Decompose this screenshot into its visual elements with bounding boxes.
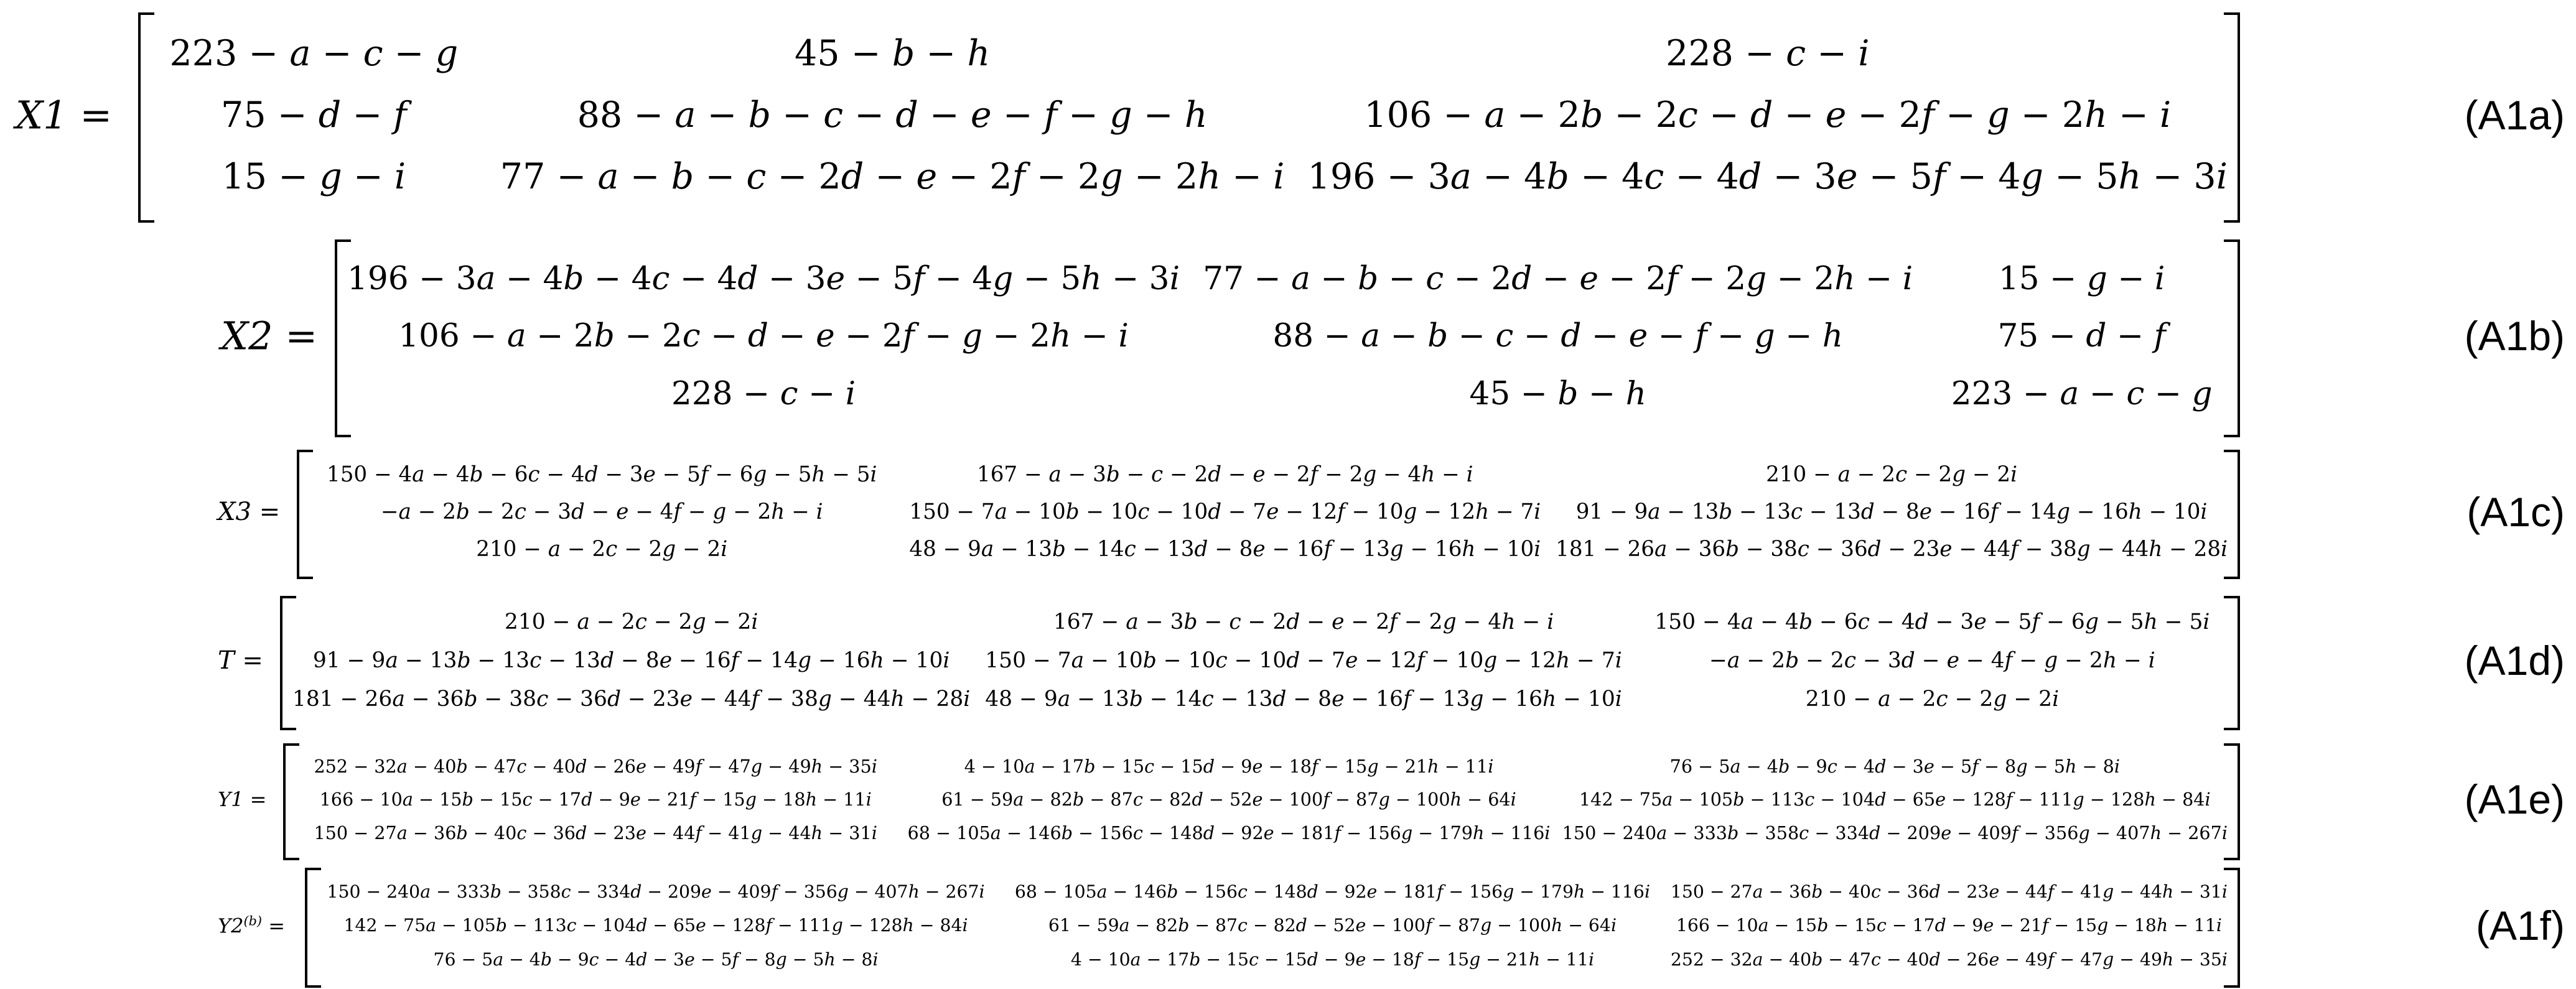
- matrix-grid: [292, 596, 2228, 725]
- matrix-name: X1: [16, 92, 68, 138]
- matrix: [305, 868, 2240, 983]
- matrix-grid: [309, 450, 2228, 574]
- equation-number: (A1a): [2464, 92, 2565, 138]
- equals-sign: =: [234, 646, 263, 675]
- matrix-cell: 150 − 7a − 10b − 10c − 10d − 7e − 12f − 10g − 12h − 7i: [909, 499, 1541, 524]
- matrix-grid: [151, 12, 2228, 218]
- matrix: [280, 596, 2240, 725]
- equation-number: (A1d): [2464, 638, 2565, 684]
- matrix-cell: 142 − 75a − 105b − 113c − 104d − 65e − 128f − 111g − 128h − 84i: [343, 915, 968, 936]
- matrix: [138, 12, 2240, 218]
- matrix-grid: [296, 743, 2228, 855]
- matrix-cell: 223 − a − c − g: [169, 33, 459, 74]
- matrix-cell: 48 − 9a − 13b − 14c − 13d − 8e − 16f − 13g − 16h − 10i: [985, 687, 1622, 712]
- matrix-name: X2: [221, 313, 273, 359]
- matrix-grid: [347, 239, 2228, 432]
- matrix-cell: 167 − a − 3b − c − 2d − e − 2f − 2g − 4h − i: [976, 462, 1473, 487]
- matrix-cell: 4 − 10a − 17b − 15c − 15d − 9e − 18f − 15g − 21h − 11i: [1070, 949, 1594, 970]
- matrix-cell: 91 − 9a − 13b − 13c − 13d − 8e − 16f − 14g − 16h − 10i: [312, 648, 950, 673]
- matrix-cell: 166 − 10a − 15b − 15c − 17d − 9e − 21f − 15g − 18h − 11i: [319, 789, 872, 810]
- matrix-cell: 150 − 4a − 4b − 6c − 4d − 3e − 5f − 6g − 5h − 5i: [1654, 610, 2210, 634]
- matrix: [283, 743, 2240, 855]
- matrix-cell: 15 − g − i: [222, 156, 406, 197]
- matrix-cell: 196 − 3a − 4b − 4c − 4d − 3e − 5f − 4g − 5h − 3i: [1307, 156, 2228, 197]
- matrix-cell: 181 − 26a − 36b − 38c − 36d − 23e − 44f − 38g − 44h − 28i: [292, 687, 971, 712]
- equals-sign: =: [262, 913, 286, 937]
- equation-number: (A1e): [2464, 776, 2565, 822]
- equals-sign: =: [251, 498, 281, 526]
- matrix-cell: 223 − a − c − g: [1951, 374, 2213, 412]
- equation-row: [0, 450, 2576, 574]
- matrix: [335, 239, 2240, 432]
- matrix-cell: 76 − 5a − 4b − 9c − 4d − 3e − 5f − 8g − 5h − 8i: [1669, 755, 2120, 777]
- matrix-cell: 45 − b − h: [794, 33, 991, 74]
- matrix-cell: −a − 2b − 2c − 3d − e − 4f − g − 2h − i: [380, 499, 823, 524]
- equation-lhs: [218, 913, 292, 937]
- matrix-name: T: [218, 646, 235, 675]
- matrix-cell: 196 − 3a − 4b − 4c − 4d − 3e − 5f − 4g − 5h − 3i: [347, 259, 1180, 297]
- matrix-cell: 68 − 105a − 146b − 156c − 148d − 92e − 181f − 156g − 179h − 116i: [1014, 881, 1650, 902]
- matrix: [297, 450, 2240, 574]
- matrix-cell: 91 − 9a − 13b − 13c − 13d − 8e − 16f − 14g − 16h − 10i: [1575, 499, 2208, 524]
- equation-row: [0, 868, 2576, 983]
- matrix-cell: 88 − a − b − c − d − e − f − g − h: [1272, 317, 1844, 355]
- matrix-cell: 181 − 26a − 36b − 38c − 36d − 23e − 44f − 38g − 44h − 28i: [1556, 537, 2228, 562]
- matrix-cell: 68 − 105a − 146b − 156c − 148d − 92e − 181f − 156g − 179h − 116i: [907, 822, 1551, 843]
- matrix-cell: 61 − 59a − 82b − 87c − 82d − 52e − 100f − 87g − 100h − 64i: [941, 789, 1516, 810]
- matrix-cell: 106 − a − 2b − 2c − d − e − 2f − g − 2h − i: [398, 317, 1129, 355]
- matrix-superscript: (b): [243, 913, 263, 929]
- equals-sign: =: [67, 92, 113, 138]
- matrix-cell: 150 − 7a − 10b − 10c − 10d − 7e − 12f − 10g − 12h − 7i: [985, 648, 1622, 673]
- matrix-cell: 150 − 27a − 36b − 40c − 36d − 23e − 44f − 41g − 44h − 31i: [1670, 881, 2228, 902]
- equals-sign: =: [243, 787, 267, 811]
- equation-row: [0, 596, 2576, 725]
- matrix-cell: 252 − 32a − 40b − 47c − 40d − 26e − 49f − 47g − 49h − 35i: [1670, 949, 2228, 970]
- matrix-cell: 150 − 240a − 333b − 358c − 334d − 209e − 409f − 356g − 407h − 267i: [327, 881, 985, 902]
- matrix-cell: 48 − 9a − 13b − 14c − 13d − 8e − 16f − 13g − 16h − 10i: [909, 537, 1541, 562]
- equation-lhs: [218, 498, 286, 526]
- equation-lhs: [218, 787, 271, 811]
- matrix-cell: 167 − a − 3b − c − 2d − e − 2f − 2g − 4h − i: [1053, 610, 1554, 634]
- matrix-cell: 88 − a − b − c − d − e − f − g − h: [577, 95, 1208, 136]
- matrix-cell: 228 − c − i: [671, 374, 856, 412]
- equation-lhs: [221, 313, 324, 359]
- matrix-name: Y1: [218, 787, 244, 811]
- matrix-cell: 210 − a − 2c − 2g − 2i: [1805, 687, 2060, 712]
- matrix-cell: 228 − c − i: [1666, 33, 1870, 74]
- matrix-cell: 76 − 5a − 4b − 9c − 4d − 3e − 5f − 8g − 5h − 8i: [433, 949, 879, 970]
- matrix-cell: 77 − a − b − c − 2d − e − 2f − 2g − 2h − i: [500, 156, 1285, 197]
- equation-row: [0, 239, 2576, 432]
- matrix-name: X3: [218, 498, 251, 526]
- equation-number: (A1f): [2475, 902, 2565, 949]
- matrix-cell: 150 − 240a − 333b − 358c − 334d − 209e − 409f − 356g − 407h − 267i: [1562, 822, 2228, 843]
- matrix-cell: 142 − 75a − 105b − 113c − 104d − 65e − 128f − 111g − 128h − 84i: [1579, 789, 2211, 810]
- equation-number: (A1c): [2466, 489, 2565, 535]
- matrix-cell: 210 − a − 2c − 2g − 2i: [476, 537, 728, 562]
- matrix-cell: 210 − a − 2c − 2g − 2i: [1766, 462, 2017, 487]
- matrix-cell: −a − 2b − 2c − 3d − e − 4f − g − 2h − i: [1709, 648, 2155, 673]
- equation-lhs: [218, 646, 268, 675]
- equation-row: [0, 743, 2576, 855]
- equation-number: (A1b): [2464, 313, 2565, 359]
- equation-lhs: [16, 93, 124, 138]
- matrix-cell: 61 − 59a − 82b − 87c − 82d − 52e − 100f − 87g − 100h − 64i: [1048, 915, 1617, 936]
- equation-row: [0, 12, 2576, 218]
- matrix-grid: [317, 868, 2228, 983]
- matrix-cell: 75 − d − f: [221, 95, 407, 136]
- matrix-cell: 4 − 10a − 17b − 15c − 15d − 9e − 18f − 15g − 21h − 11i: [964, 755, 1494, 777]
- matrix-cell: 150 − 4a − 4b − 6c − 4d − 3e − 5f − 6g − 5h − 5i: [326, 462, 877, 487]
- equals-sign: =: [273, 313, 318, 359]
- matrix-name: Y2: [218, 913, 244, 937]
- matrix-cell: 106 − a − 2b − 2c − d − e − 2f − g − 2h − i: [1364, 95, 2172, 136]
- matrix-cell: 210 − a − 2c − 2g − 2i: [504, 610, 758, 634]
- matrix-cell: 166 − 10a − 15b − 15c − 17d − 9e − 21f − 15g − 18h − 11i: [1676, 915, 2222, 936]
- matrix-cell: 75 − d − f: [1997, 317, 2166, 355]
- matrix-cell: 15 − g − i: [1998, 259, 2165, 297]
- matrix-cell: 77 − a − b − c − 2d − e − 2f − 2g − 2h − i: [1203, 259, 1913, 297]
- matrix-cell: 45 − b − h: [1469, 374, 1646, 412]
- matrix-cell: 252 − 32a − 40b − 47c − 40d − 26e − 49f − 47g − 49h − 35i: [314, 755, 877, 777]
- matrix-cell: 150 − 27a − 36b − 40c − 36d − 23e − 44f − 41g − 44h − 31i: [314, 822, 877, 843]
